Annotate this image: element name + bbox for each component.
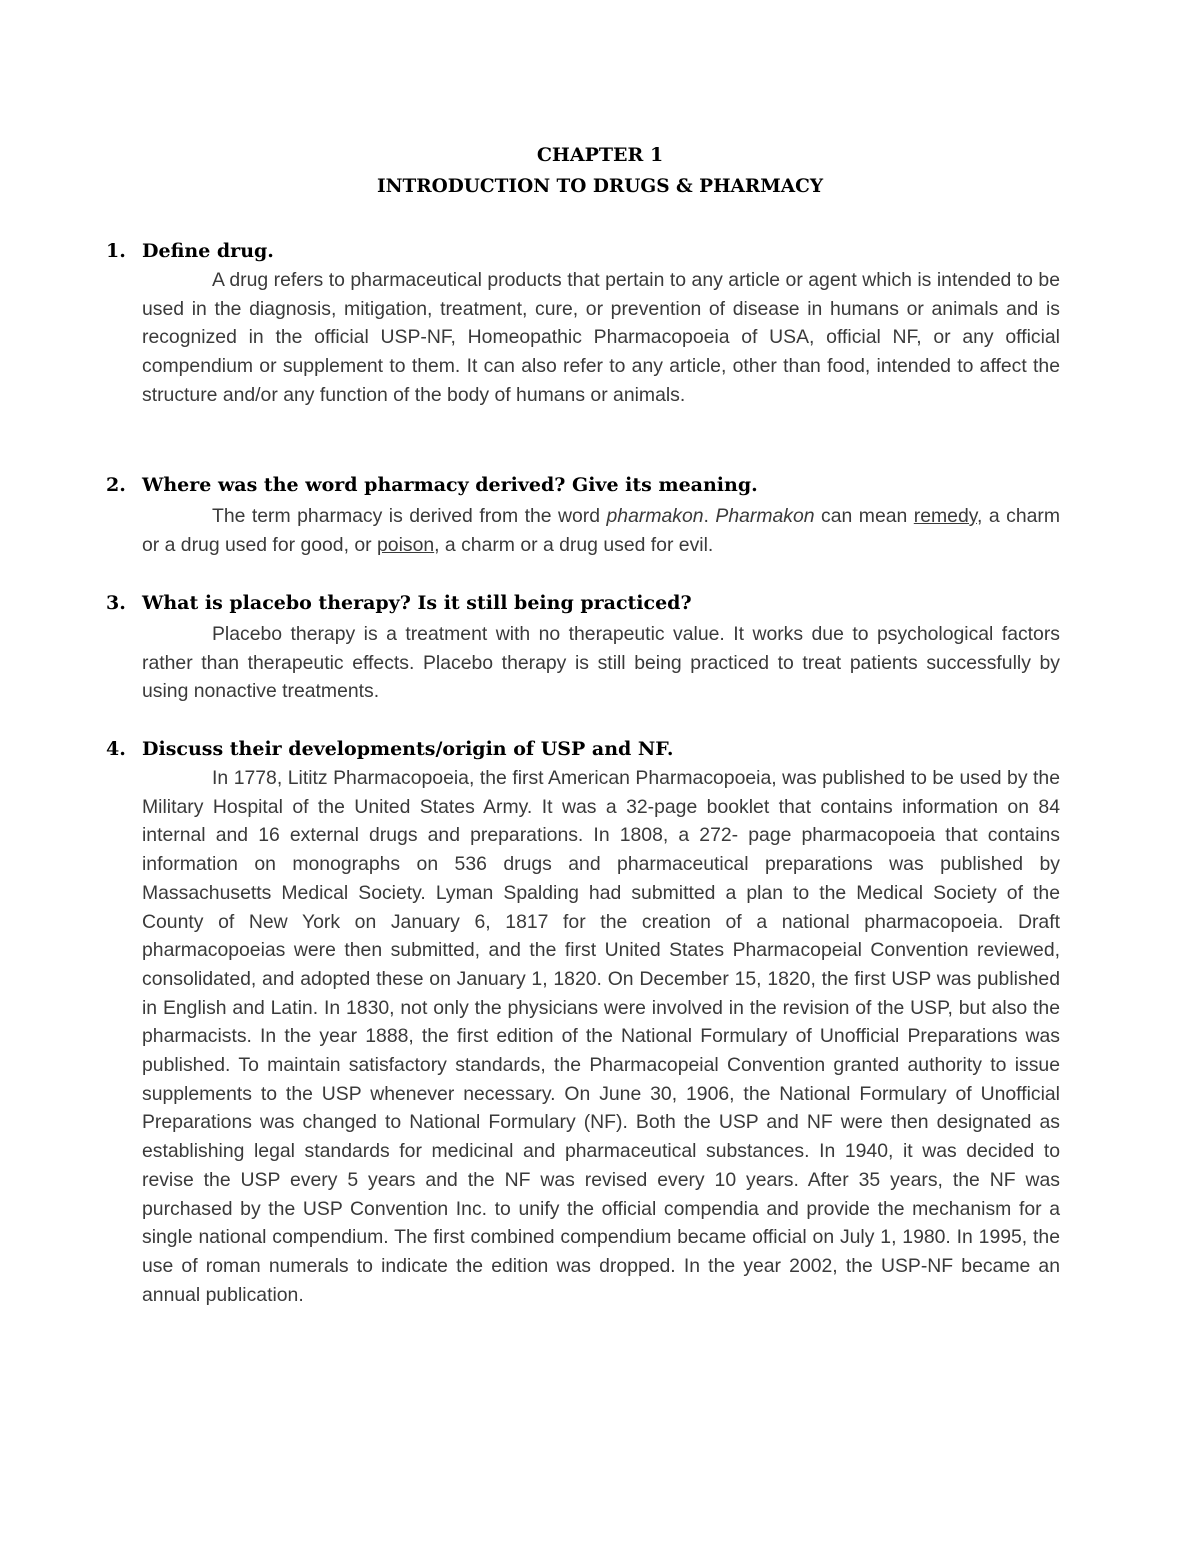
- question-1-heading: [106, 240, 274, 262]
- question-text: Define drug.: [142, 240, 274, 262]
- answer-2-text: .: [703, 505, 716, 527]
- question-number: 4.: [106, 738, 126, 760]
- question-4-heading: [106, 738, 673, 760]
- chapter-heading: CHAPTER 1: [536, 144, 664, 166]
- answer-3: Placebo therapy is a treatment with no therapeutic value. It works due to psychological factors rather than therapeutic effects. Placebo therapy is still being practiced to treat patients successfully by using nonactive treatments.: [142, 623, 1060, 703]
- answer-2: [142, 502, 1060, 559]
- question-3-heading: [106, 592, 692, 614]
- question-number: 1.: [106, 240, 126, 262]
- answer-2-text: The term pharmacy is derived from the word: [212, 505, 607, 527]
- answer-2-text: can mean: [814, 505, 914, 527]
- answer-2-term: Pharmakon: [715, 505, 815, 527]
- question-text: Where was the word pharmacy derived? Give its meaning.: [142, 474, 758, 496]
- question-number: 2.: [106, 474, 126, 496]
- answer-2-underlined-word: remedy: [913, 505, 977, 527]
- question-2-heading: [106, 474, 758, 496]
- answer-1: A drug refers to pharmaceutical products that pertain to any article or agent which is intended to be used in the diagnosis, mitigation, treatment, cure, or prevention of disease in humans or animals and is recognized in the official USP-NF, Homeopathic Pharmacopoeia of USA, official NF, or any official compendium or supplement to them. It can also refer to any article, other than food, intended to affect the structure and/or any function of the body of humans or animals.: [142, 269, 1060, 406]
- answer-4: In 1778, Lititz Pharmacopoeia, the first American Pharmacopoeia, was published to be used by the Military Hospital of the United States Army. It was a 32-page booklet that contains information on 84 internal and 16 external drugs and preparations. In 1808, a 272- page pharmacopoeia that contains information on monographs on 536 drugs and pharmaceutical preparations was published by Massachusetts Medical Society. Lyman Spalding had submitted a plan to the Medical Society of the County of New York on January 6, 1817 for the creation of a national pharmacopoeia. Draft pharmacopoeias were then submitted, and the first United States Pharmacopeial Convention reviewed, consolidated, and adopted these on January 1, 1820. On December 15, 1820, the first USP was published in English and Latin. In 1830, not only the physicians were involved in the revision of the USP, but also the pharmacists. In the year 1888, the first edition of the National Formulary of Unofficial Preparations was published. To maintain satisfactory standards, the Pharmacopeial Convention granted authority to issue supplements to the USP whenever necessary. On June 30, 1906, the National Formulary of Unofficial Preparations was changed to National Formulary (NF). Both the USP and NF were then designated as establishing legal standards for medicinal and pharmaceutical substances. In 1940, it was decided to revise the USP every 5 years and the NF was revised every 10 years. After 35 years, the NF was purchased by the USP Convention Inc. to unify the official compendia and provide the mechanism for a single national compendium. The first combined compendium became official on July 1, 1980. In 1995, the use of roman numerals to indicate the edition was dropped. In the year 2002, the USP-NF became an annual publication.: [142, 767, 1060, 1306]
- answer-2-term: pharmakon: [606, 505, 704, 527]
- chapter-title: INTRODUCTION TO DRUGS & PHARMACY: [376, 176, 824, 197]
- answer-2-text: , a charm or a drug used for evil.: [434, 533, 714, 556]
- question-text: What is placebo therapy? Is it still being practiced?: [142, 592, 692, 614]
- answer-2-text: , a charm or a drug used for good, or: [142, 505, 1060, 556]
- answer-2-underlined-word: poison: [377, 533, 435, 556]
- question-number: 3.: [106, 592, 126, 614]
- question-text: Discuss their developments/origin of USP and NF.: [142, 738, 674, 760]
